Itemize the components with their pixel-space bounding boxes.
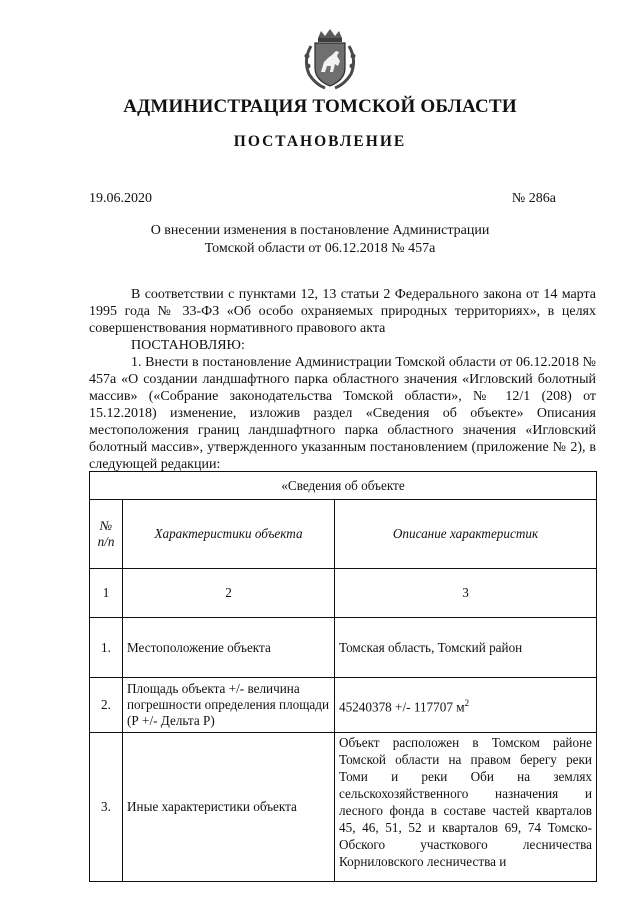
- subject-line-2: Томской области от 06.12.2018 № 457а: [204, 241, 436, 256]
- row-description: Объект расположен в Томском районе Томской области на правом берегу реки Томи и реки Оби на землях сельскохозяйственного назначения и лесного фонда в составе частей кварталов 45, 46, 51, 52 и кварталов 69, 74 Томско-Обского участкового лесничества Корниловского лесничества и: [335, 733, 597, 882]
- table-row: [90, 733, 597, 882]
- row-num: 2.: [90, 678, 123, 733]
- document-body: [89, 286, 596, 473]
- document-number: № 286а: [511, 191, 556, 206]
- row-characteristic: Площадь объекта +/- величина погрешности определения площади (Р +/- Дельта Р): [123, 678, 335, 733]
- row-description: [335, 678, 597, 733]
- area-value: 45240378 +/- 117707 м: [339, 699, 465, 715]
- table-row: [90, 618, 597, 678]
- row-characteristic: Иные характеристики объекта: [123, 733, 335, 882]
- table-caption: «Сведения об объекте: [90, 472, 597, 500]
- object-info-table: [89, 471, 597, 882]
- document-date: 19.06.2020: [89, 191, 152, 206]
- row-num: 1.: [90, 618, 123, 678]
- column-number: 3: [335, 569, 597, 618]
- organization-title: АДМИНИСТРАЦИЯ ТОМСКОЙ ОБЛАСТИ: [123, 96, 517, 117]
- column-number: 1: [90, 569, 123, 618]
- subject-line-1: О внесении изменения в постановление Администрации: [150, 223, 490, 238]
- header-num: № п/п: [90, 500, 123, 569]
- column-number: 2: [123, 569, 335, 618]
- header-description: Описание характеристик: [335, 500, 597, 569]
- header-characteristic: Характеристики объекта: [123, 500, 335, 569]
- tomsk-region-coat-of-arms-icon: [301, 28, 359, 90]
- area-unit-exponent: 2: [464, 697, 470, 708]
- decree-word: ПОСТАНОВЛЯЮ:: [131, 338, 245, 353]
- row-num: 3.: [90, 733, 123, 882]
- table-row: [90, 678, 597, 733]
- row-description: Томская область, Томский район: [335, 618, 597, 678]
- document-type: ПОСТАНОВЛЕНИЕ: [233, 133, 407, 150]
- column-numbers-row: [90, 569, 597, 618]
- document-subject: [0, 222, 640, 258]
- preamble-paragraph: В соответствии с пунктами 12, 13 статьи 2 Федерального закона от 14 марта 1995 года № 33-ФЗ «Об особо охраняемых природных территориях», в целях совершенствования нормативного правового акта: [89, 287, 596, 336]
- table-header-row: [90, 500, 597, 569]
- row-characteristic: Местоположение объекта: [123, 618, 335, 678]
- item-1-paragraph: 1. Внести в постановление Администрации Томской области от 06.12.2018 № 457а «О создании ландшафтного парка областного значения «Игловский болотный массив» («Собрание законодательства Томской области», № 12/1 (208) от 15.12.2018) изменение, изложив раздел «Сведения об объекте» Описания местоположения границ ландшафтного парка областного значения «Игловский болотный массив», утвержденного указанным постановлением (приложение № 2), в следующей редакции:: [89, 355, 596, 472]
